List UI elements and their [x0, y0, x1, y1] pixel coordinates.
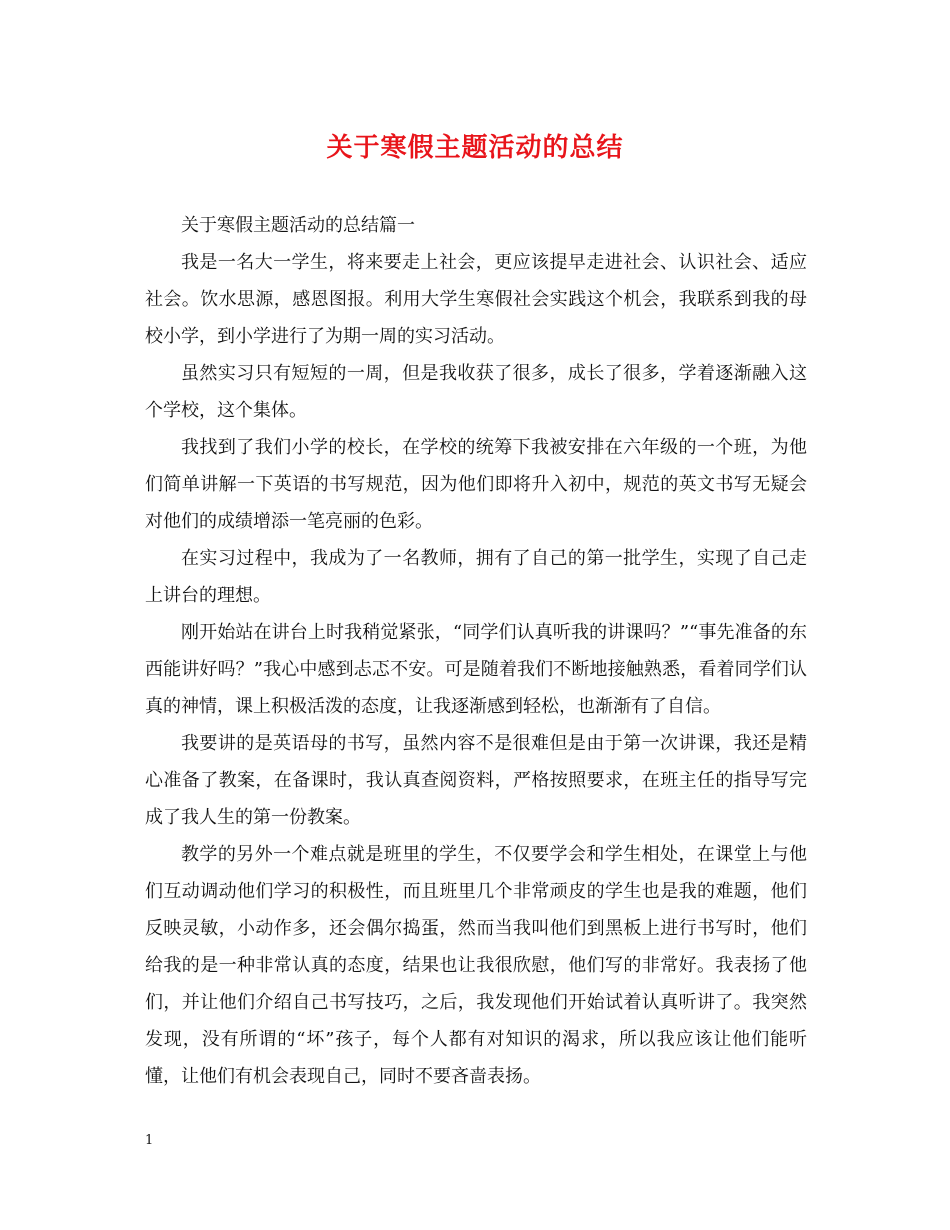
document-body: [145, 207, 807, 1095]
paragraph: 刚开始站在讲台上时我稍觉紧张，“同学们认真听我的讲课吗？”“事先准备的东西能讲好吗？”我心中感到忐忑不安。可是随着我们不断地接触熟悉，看着同学们认真的神情，课上积极活泼的态度，让我逐渐感到轻松，也渐渐有了自信。: [145, 622, 807, 717]
paragraph: 我找到了我们小学的校长，在学校的统筹下我被安排在六年级的一个班，为他们简单讲解一下英语的书写规范，因为他们即将升入初中，规范的英文书写无疑会对他们的成绩增添一笔亮丽的色彩。: [145, 437, 807, 532]
section-heading: 关于寒假主题活动的总结篇一: [181, 215, 415, 236]
paragraph: 教学的另外一个难点就是班里的学生，不仅要学会和学生相处，在课堂上与他们互动调动他们学习的积极性，而且班里几个非常顽皮的学生也是我的难题，他们反映灵敏，小动作多，还会偶尔捣蛋，然而当我叫他们到黑板上进行书写时，他们给我的是一种非常认真的态度，结果也让我很欣慰，他们写的非常好。我表扬了他们，并让他们介绍自己书写技巧，之后，我发现他们开始试着认真听讲了。我突然发现，没有所谓的“坏”孩子，每个人都有对知识的渴求，所以我应该让他们能听懂，让他们有机会表现自己，同时不要吝啬表扬。: [145, 844, 807, 1087]
document-title: 关于寒假主题活动的总结: [326, 133, 624, 163]
page-number: 1: [145, 1133, 154, 1148]
paragraph: 我是一名大一学生，将来要走上社会，更应该提早走进社会、认识社会、适应社会。饮水思源，感恩图报。利用大学生寒假社会实践这个机会，我联系到我的母校小学，到小学进行了为期一周的实习活动。: [145, 252, 807, 347]
paragraph: 虽然实习只有短短的一周，但是我收获了很多，成长了很多，学着逐渐融入这个学校，这个集体。: [145, 363, 807, 421]
paragraph: 我要讲的是英语母的书写，虽然内容不是很难但是由于第一次讲课，我还是精心准备了教案，在备课时，我认真查阅资料，严格按照要求，在班主任的指导写完成了我人生的第一份教案。: [145, 733, 807, 828]
paragraph: 在实习过程中，我成为了一名教师，拥有了自己的第一批学生，实现了自己走上讲台的理想。: [145, 548, 807, 606]
